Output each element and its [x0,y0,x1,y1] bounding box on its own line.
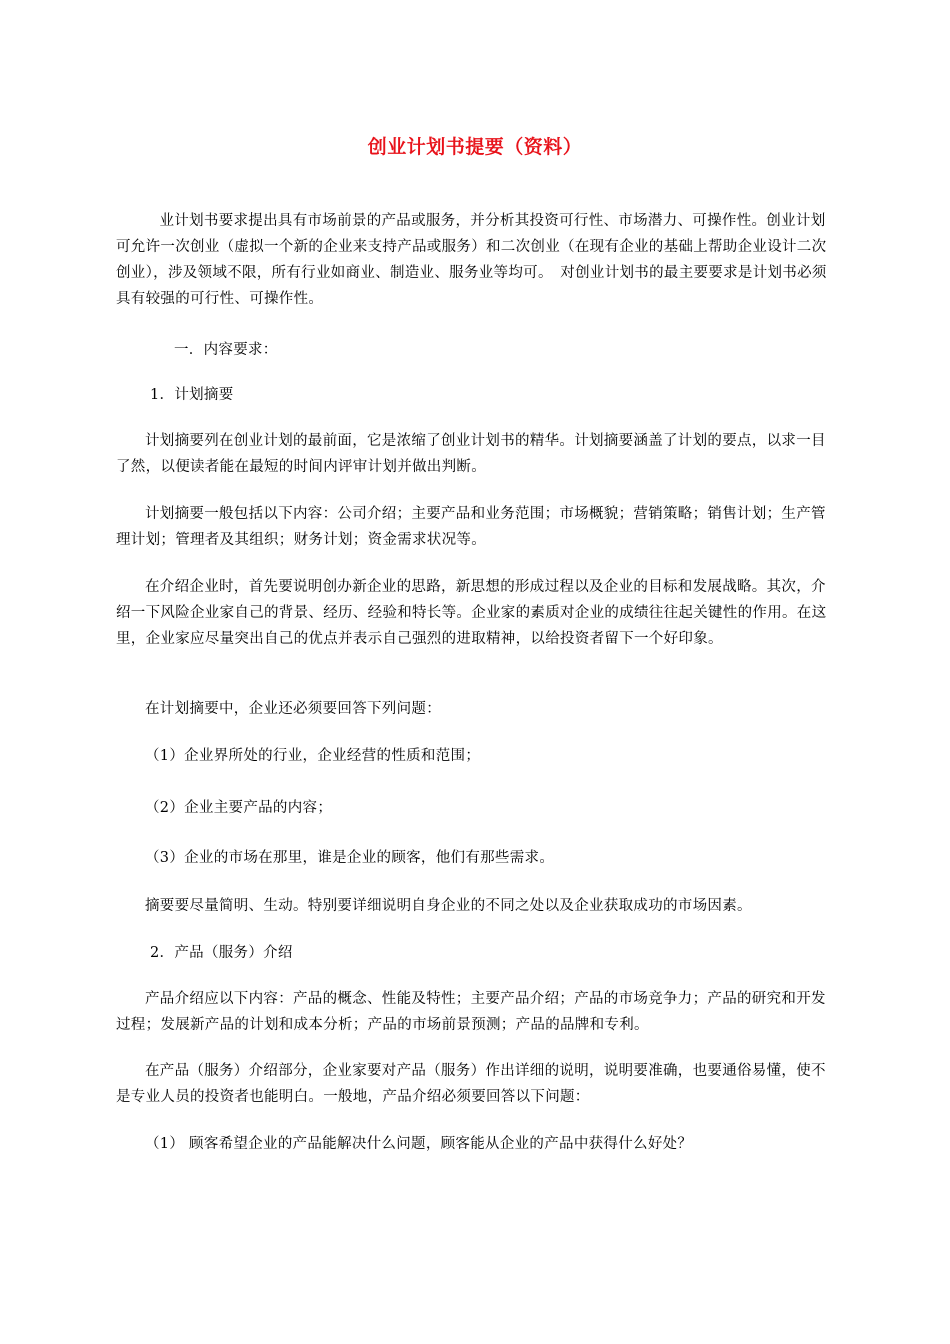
paragraph-1: 计划摘要列在创业计划的最前面，它是浓缩了创业计划书的精华。计划摘要涵盖了计划的要点，以求一目了然，以便读者能在最短的时间内评审计划并做出判断。 [116,433,826,475]
subsection-heading-2: 2．产品（服务）介绍 [150,945,293,961]
question-3: （3）企业的市场在那里，谁是企业的顾客，他们有那些需求。 [145,850,555,866]
paragraph-4: 在计划摘要中，企业还必须要回答下列问题： [145,701,441,717]
paragraph-7: 在产品（服务）介绍部分，企业家要对产品（服务）作出详细的说明，说明要准确，也要通俗易懂，使不是专业人员的投资者也能明白。一般地，产品介绍必须要回答以下问题： [116,1063,826,1105]
question-4: （1） 顾客希望企业的产品能解决什么问题，顾客能从企业的产品中获得什么好处？ [145,1136,693,1152]
document-title: 创业计划书提要（资料） [367,136,583,158]
question-2: （2）企业主要产品的内容； [145,800,333,816]
paragraph-2: 计划摘要一般包括以下内容：公司介绍；主要产品和业务范围；市场概貌；营销策略；销售计划；生产管理计划；管理者及其组织；财务计划；资金需求状况等。 [116,506,826,548]
intro-paragraph: 业计划书要求提出具有市场前景的产品或服务，并分析其投资可行性、市场潜力、可操作性。创业计划可允许一次创业（虚拟一个新的企业来支持产品或服务）和二次创业（在现有企业的基础上帮助企业设计二次创业），涉及领域不限，所有行业如商业、制造业、服务业等均可。 对创业计划书的最主要要求是计划书必须具有较强的可行性、可操作性。 [116,213,827,307]
paragraph-5: 摘要要尽量简明、生动。特别要详细说明自身企业的不同之处以及企业获取成功的市场因素。 [145,898,752,914]
paragraph-3: 在介绍企业时，首先要说明创办新企业的思路，新思想的形成过程以及企业的目标和发展战略。其次，介绍一下风险企业家自己的背景、经历、经验和特长等。企业家的素质对企业的成绩往往起关键性的作用。在这里，企业家应尽量突出自己的优点并表示自己强烈的进取精神，以给投资者留下一个好印象。 [116,579,827,647]
paragraph-6: 产品介绍应以下内容：产品的概念、性能及特性；主要产品介绍；产品的市场竞争力；产品的研究和开发过程；发展新产品的计划和成本分析；产品的市场前景预测；产品的品牌和专利。 [116,991,826,1033]
question-1: （1）企业界所处的行业，企业经营的性质和范围； [145,748,481,764]
subsection-heading-1: 1．计划摘要 [150,387,234,403]
section-heading: 一．内容要求： [174,342,278,358]
